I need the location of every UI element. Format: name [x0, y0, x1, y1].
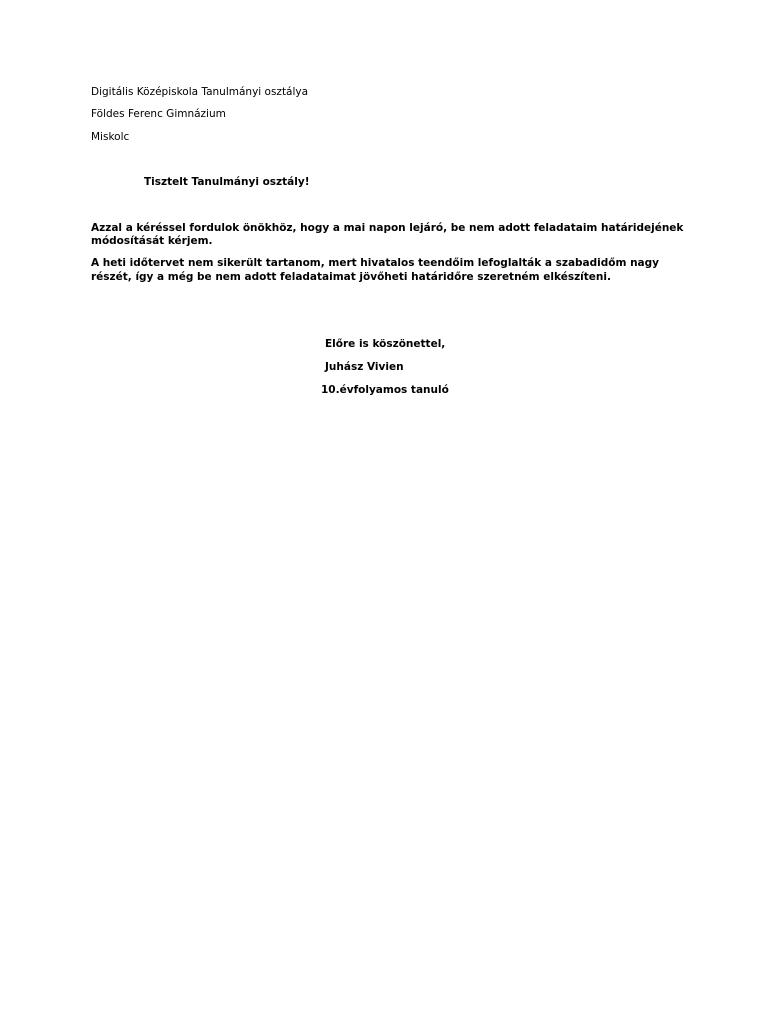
paragraph-2-line-1: A heti időtervet nem sikerült tartanom, mert hivatalos teendőim lefoglalták a szabadidőm nagy — [91, 257, 659, 269]
recipient-line-3: Miskolc — [91, 131, 130, 143]
paragraph-2-line-2: részét, így a még be nem adott feladataimat jövőheti határidőre szeretném elkészíteni. — [91, 271, 611, 283]
recipient-line-1: Digitális Középiskola Tanulmányi osztálya — [91, 86, 309, 98]
paragraph-1-line-1: Azzal a kéréssel fordulok önökhöz, hogy a mai napon lejáró, be nem adott feladataim határidejének — [91, 222, 684, 234]
closing-thanks: Előre is köszönettel, — [325, 338, 446, 350]
salutation: Tisztelt Tanulmányi osztály! — [144, 176, 310, 188]
signature-name: Juhász Vivien — [325, 361, 404, 373]
paragraph-1-line-2: módosítását kérjem. — [91, 235, 213, 247]
signature-title: 10.évfolyamos tanuló — [321, 384, 449, 396]
recipient-line-2: Földes Ferenc Gimnázium — [91, 108, 226, 120]
